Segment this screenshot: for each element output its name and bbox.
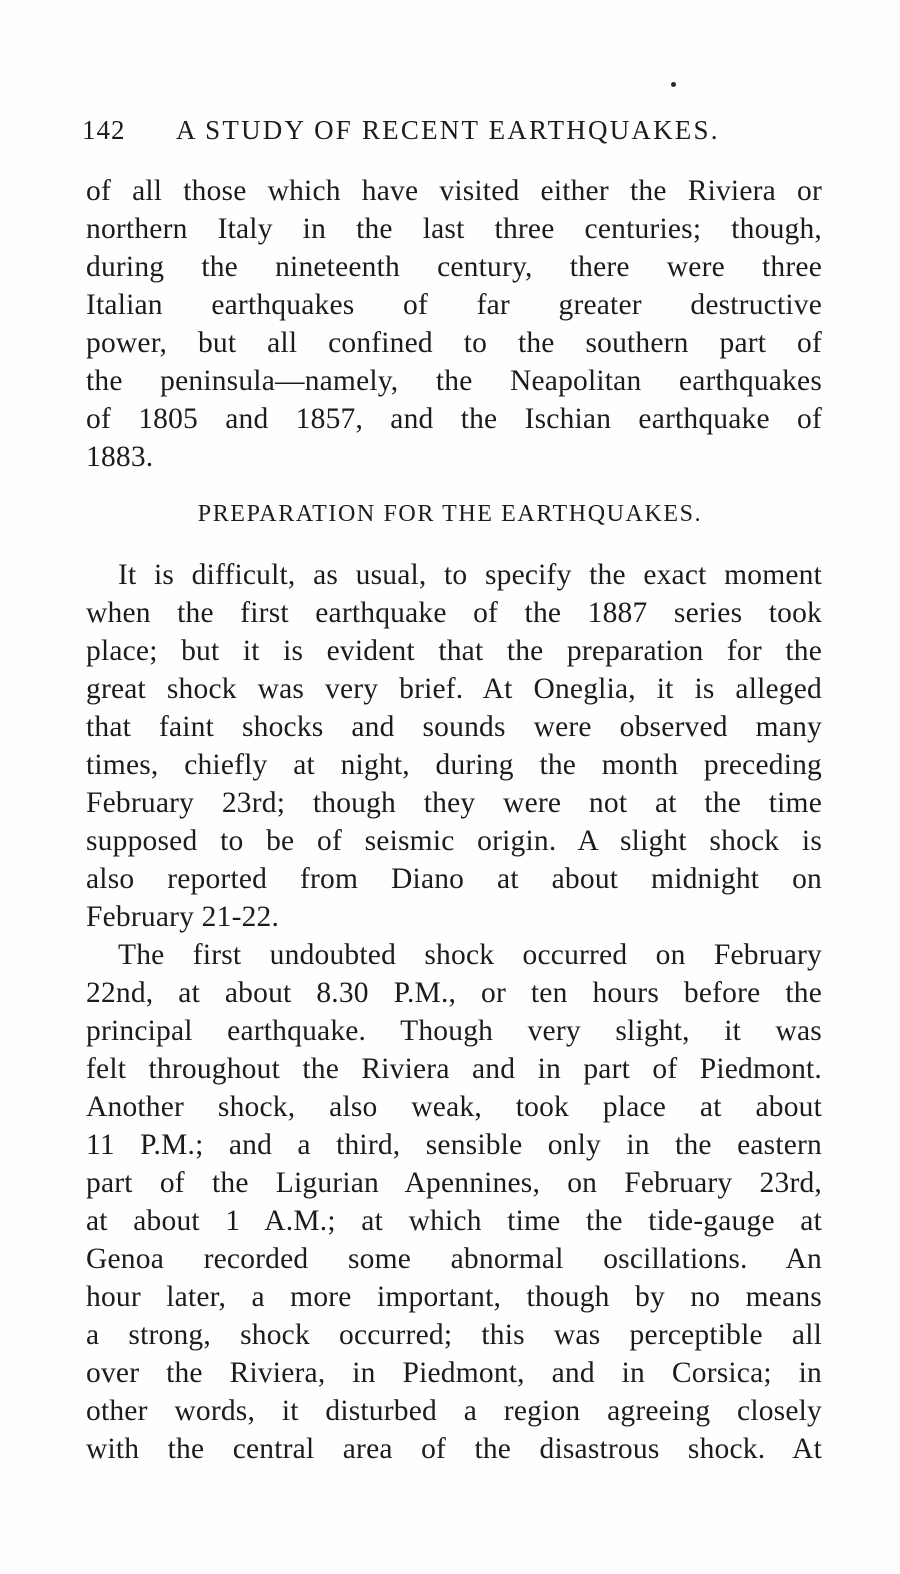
text-line: 22nd, at about 8.30 P.M., or ten hours before the [86, 977, 822, 1009]
text-line: at about 1 A.M.; at which time the tide-gauge at [86, 1205, 822, 1237]
text-line: of 1805 and 1857, and the Ischian earthquake of [86, 403, 822, 435]
text-line: during the nineteenth century, there were three [86, 251, 822, 283]
text-line: with the central area of the disastrous shock. At [86, 1433, 822, 1465]
section-heading: PREPARATION FOR THE EARTHQUAKES. [197, 501, 703, 527]
text-line: also reported from Diano at about midnight on [86, 863, 822, 895]
text-line: over the Riviera, in Piedmont, and in Corsica; in [86, 1357, 822, 1389]
text-line: a strong, shock occurred; this was perceptible all [86, 1319, 822, 1351]
running-title: A STUDY OF RECENT EARTHQUAKES. [176, 115, 720, 145]
text-line: hour later, a more important, though by no means [86, 1281, 822, 1313]
text-line: February 23rd; though they were not at the time [86, 787, 822, 819]
text-line: times, chiefly at night, during the month preceding [86, 749, 822, 781]
ink-speck [671, 82, 676, 87]
text-line: Another shock, also weak, took place at about [86, 1091, 822, 1123]
text-line: power, but all confined to the southern part of [86, 327, 822, 359]
text-line: great shock was very brief. At Oneglia, it is alleged [86, 673, 822, 705]
text-line: of all those which have visited either the Riviera or [86, 175, 822, 207]
text-line: principal earthquake. Though very slight, it was [86, 1015, 822, 1047]
running-head [82, 110, 822, 150]
text-line: part of the Ligurian Apennines, on February 23rd, [86, 1167, 822, 1199]
text-line: northern Italy in the last three centuries; though, [86, 213, 822, 245]
text-line: other words, it disturbed a region agreeing closely [86, 1395, 822, 1427]
text-line: felt throughout the Riviera and in part of Piedmont. [86, 1053, 822, 1085]
text-line: when the first earthquake of the 1887 series took [86, 597, 822, 629]
text-line: 1883. [86, 441, 154, 473]
text-line: 11 P.M.; and a third, sensible only in the eastern [86, 1129, 822, 1161]
text-line: place; but it is evident that the preparation for the [86, 635, 822, 667]
text-line: supposed to be of seismic origin. A slight shock is [86, 825, 822, 857]
text-line: Genoa recorded some abnormal oscillations. An [86, 1243, 822, 1275]
text-line: February 21-22. [86, 901, 280, 933]
text-line: The first undoubted shock occurred on February [118, 939, 822, 971]
text-line: It is difficult, as usual, to specify the exact moment [118, 559, 822, 591]
text-line: Italian earthquakes of far greater destructive [86, 289, 822, 321]
page-number: 142 [82, 115, 126, 145]
text-line: the peninsula—namely, the Neapolitan earthquakes [86, 365, 822, 397]
text-line: that faint shocks and sounds were observed many [86, 711, 822, 743]
